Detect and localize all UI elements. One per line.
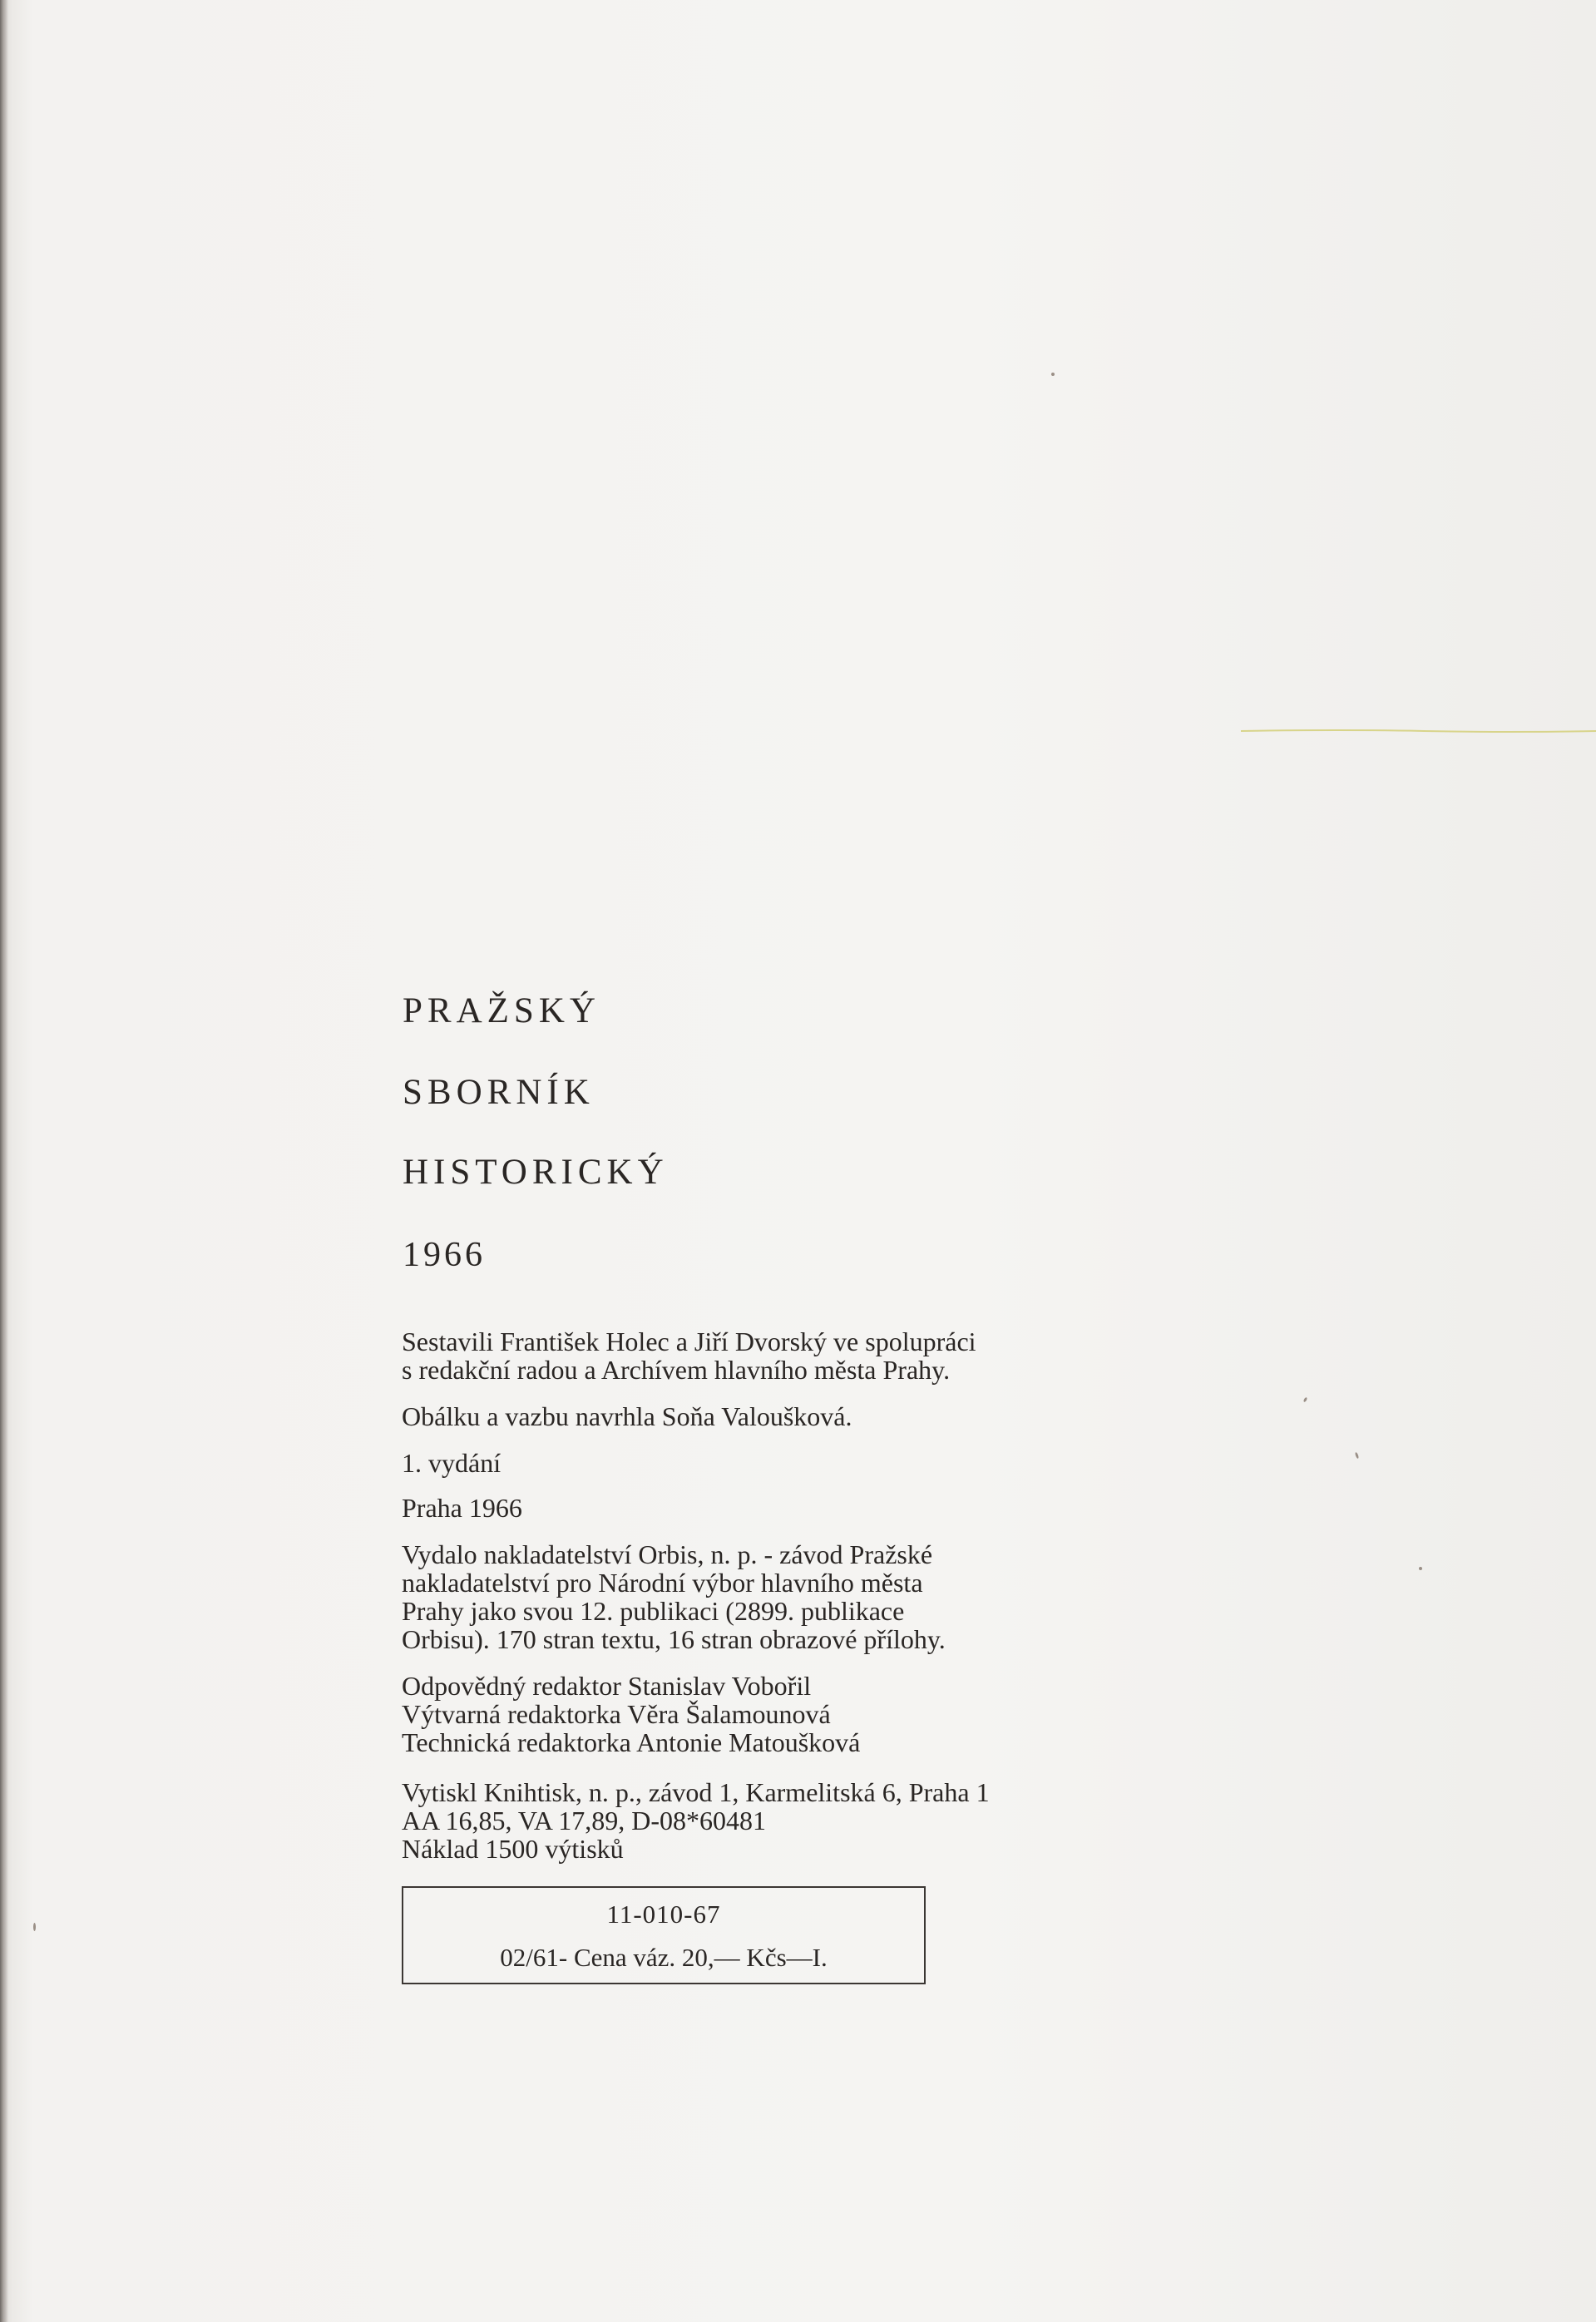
colophon-editors: Odpovědný redaktor Stanislav Vobořil Výtvarná redaktorka Věra Šalamounová Technická redaktorka Antonie Matoušková [402, 1671, 861, 1757]
colophon-publisher: Vydalo nakladatelství Orbis, n. p. - závod Pražské nakladatelství pro Národní výbor hlavního města Prahy jako svou 12. publikaci (2899. publikace Orbisu). 170 stran textu, 16 stran obrazové přílohy. [402, 1539, 946, 1654]
title-line-1: PRAŽSKÝ [403, 991, 600, 1030]
paper-speck [1051, 373, 1055, 376]
paper-speck [33, 1923, 36, 1931]
catalog-code: 11-010-67 [606, 1900, 721, 1929]
paper-speck [1355, 1452, 1360, 1460]
colophon-compilers: Sestavili František Holec a Jiří Dvorský ve spolupráci s redakční radou a Archívem hlavního města Prahy. [402, 1327, 976, 1385]
colophon-cover: Obálku a vazbu navrhla Soňa Valoušková. [402, 1401, 852, 1431]
title-line-3: HISTORICKÝ [403, 1153, 669, 1192]
colophon-edition: 1. vydání [402, 1448, 502, 1478]
colophon-printer: Vytiskl Knihtisk, n. p., závod 1, Karmelitská 6, Praha 1 AA 16,85, VA 17,89, D-08*60481 Náklad 1500 výtisků [402, 1777, 990, 1864]
page-binding-edge [0, 0, 8, 2322]
loose-thread [1241, 729, 1596, 734]
paper-speck [1303, 1397, 1308, 1403]
title-line-2: SBORNÍK [403, 1073, 595, 1112]
publication-year: 1966 [403, 1236, 486, 1274]
paper-speck [1419, 1567, 1422, 1570]
price-box [402, 1886, 926, 1984]
price-line: 02/61- Cena váz. 20,— Kčs—I. [500, 1943, 828, 1972]
colophon-place-year: Praha 1966 [402, 1493, 522, 1523]
